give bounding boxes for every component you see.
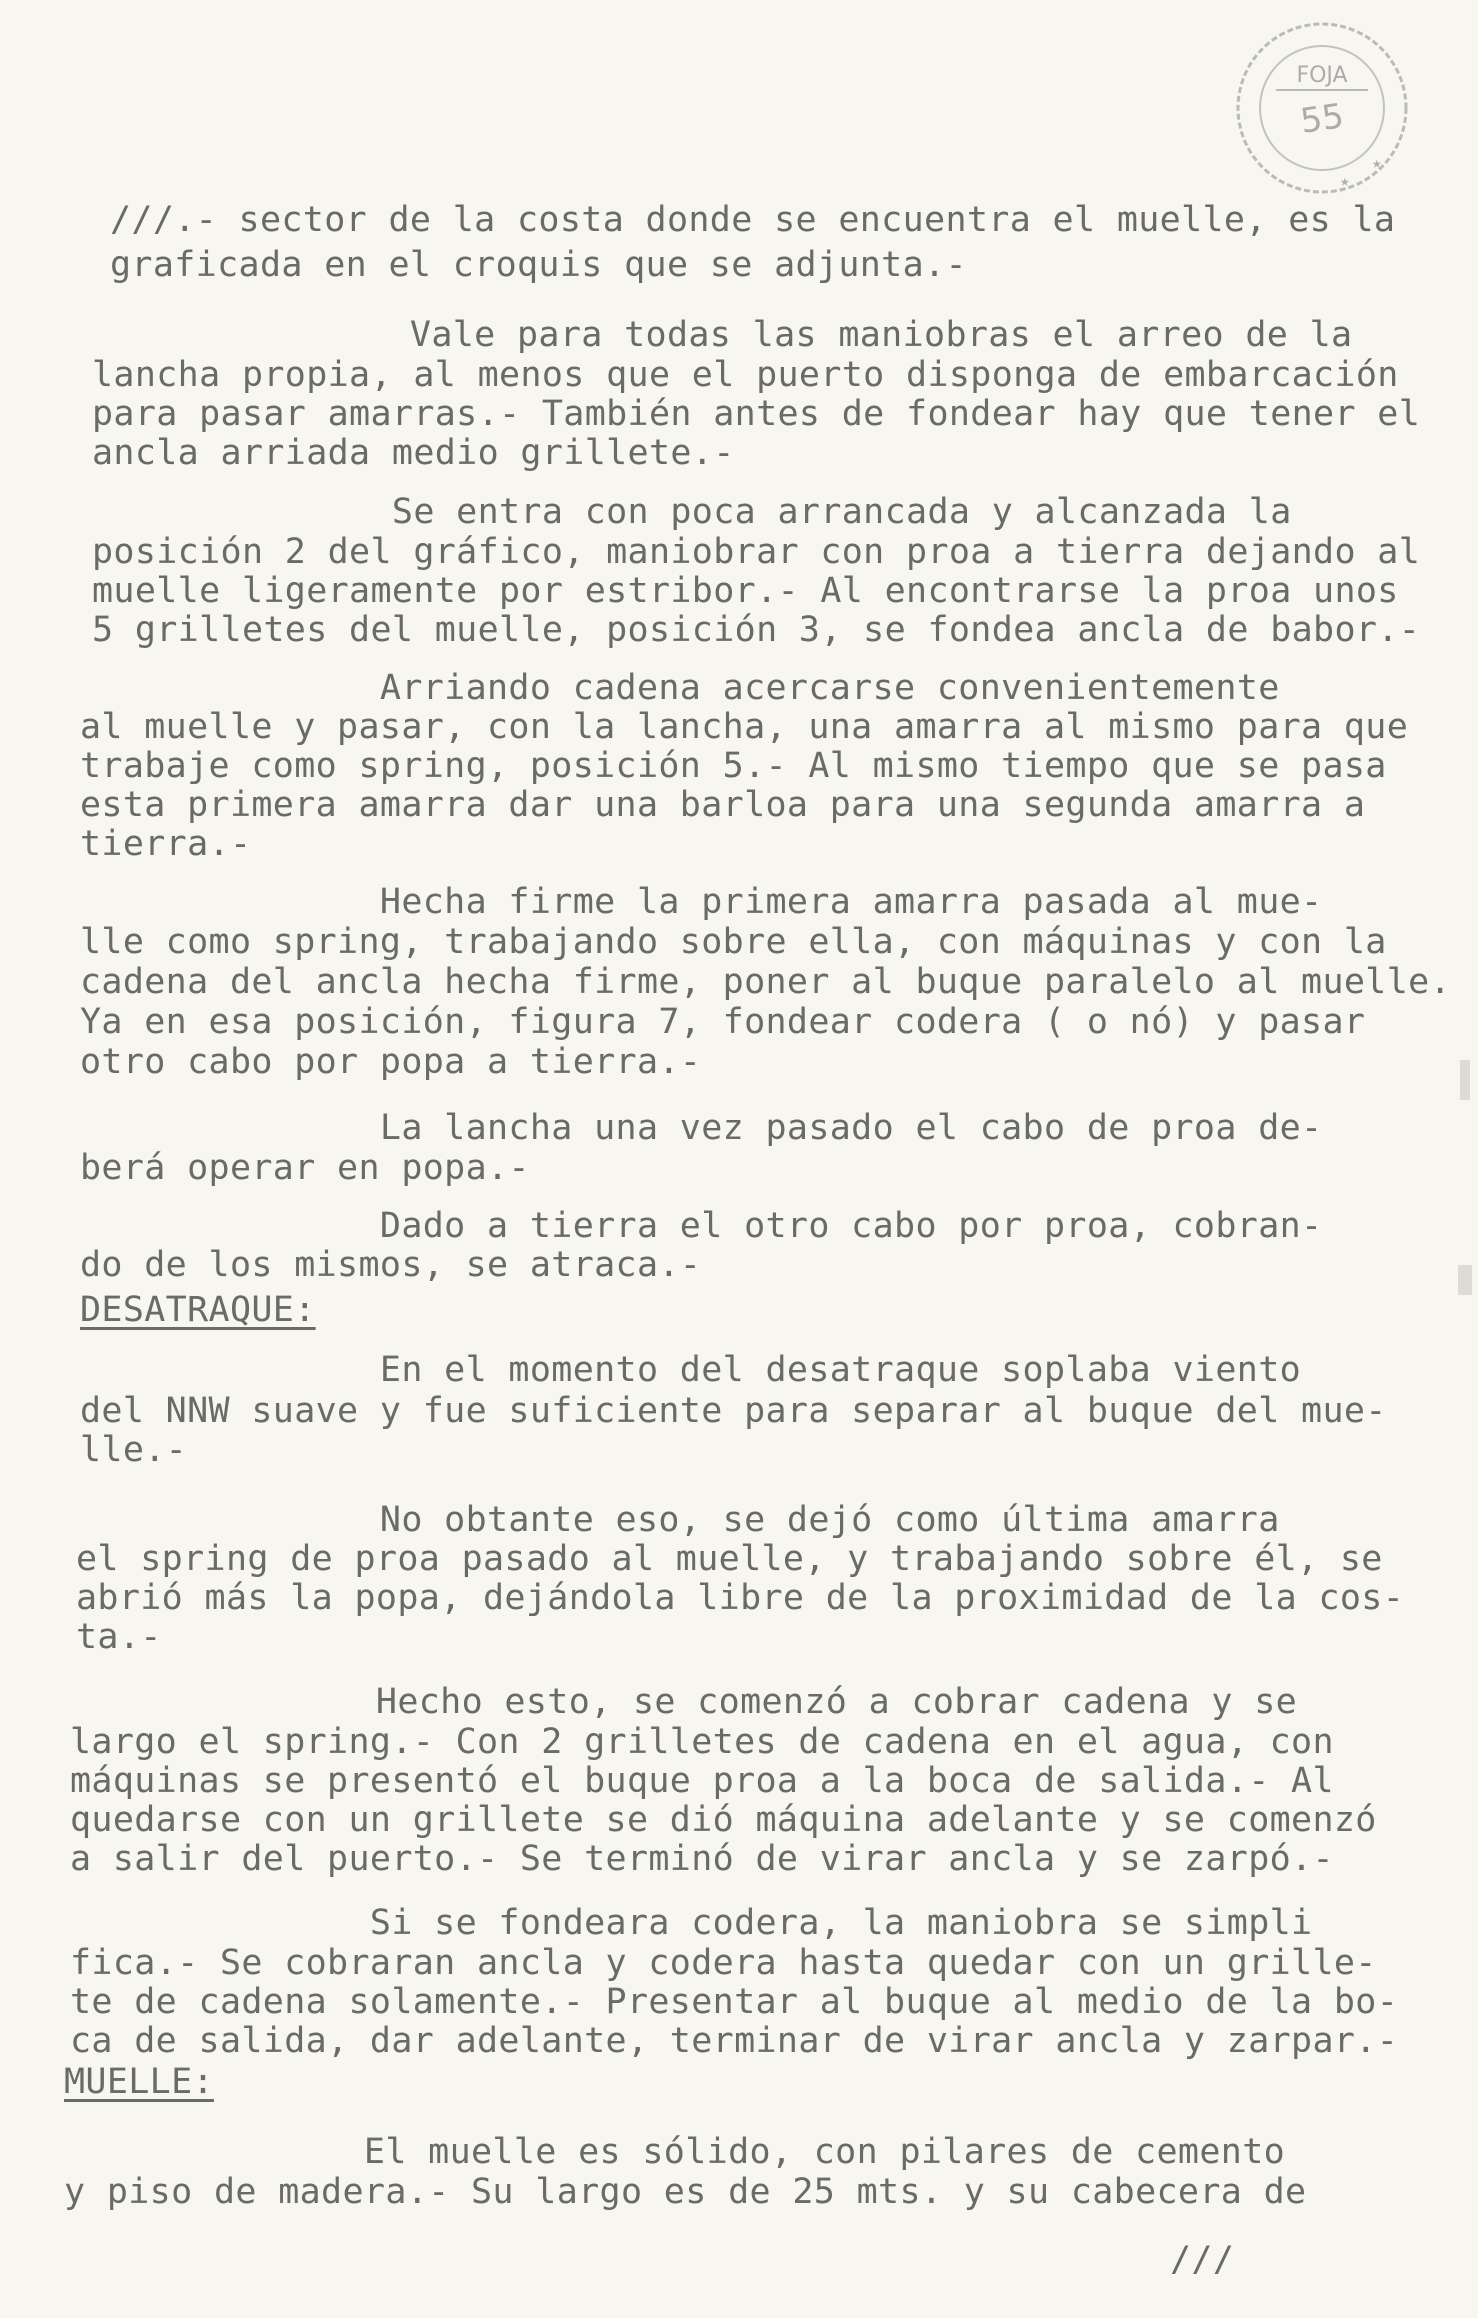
text-line: lle como spring, trabajando sobre ella, con máquinas y con la xyxy=(80,922,1387,962)
text-line: Hecho esto, se comenzó a cobrar cadena y se xyxy=(76,1682,1298,1722)
text-line: otro cabo por popa a tierra.- xyxy=(80,1042,702,1082)
text-line: Hecha firme la primera amarra pasada al mue- xyxy=(80,882,1323,922)
text-line: lle.- xyxy=(80,1430,188,1470)
text-line: trabaje como spring, posición 5.- Al mismo tiempo que se pasa xyxy=(80,746,1387,786)
scan-artifact xyxy=(1460,1060,1470,1100)
text-line: Vale para todas las maniobras el arreo de la xyxy=(110,315,1353,355)
text-line: Si se fondeara codera, la maniobra se simpli xyxy=(70,1903,1313,1943)
text-line: fica.- Se cobraran ancla y codera hasta quedar con un grille- xyxy=(70,1943,1377,1983)
text-line: En el momento del desatraque soplaba viento xyxy=(80,1350,1302,1390)
text-line: berá operar en popa.- xyxy=(80,1148,530,1188)
text-line: La lancha una vez pasado el cabo de proa de- xyxy=(80,1108,1323,1148)
text-line: abrió más la popa, dejándola libre de la proximidad de la cos- xyxy=(76,1578,1405,1618)
text-line: el spring de proa pasado al muelle, y trabajando sobre él, se xyxy=(76,1539,1383,1579)
text-line: quedarse con un grillete se dió máquina adelante y se comenzó xyxy=(70,1800,1377,1840)
text-line: esta primera amarra dar una barloa para una segunda amarra a xyxy=(80,785,1366,825)
scan-artifact xyxy=(1458,1265,1472,1295)
text-line: posición 2 del gráfico, maniobrar con proa a tierra dejando al xyxy=(92,532,1421,572)
text-line: tierra.- xyxy=(80,824,252,864)
stamp-number: 55 xyxy=(1297,96,1347,142)
svg-text:★: ★ xyxy=(1372,153,1382,172)
text-line: para pasar amarras.- También antes de fondear hay que tener el xyxy=(92,394,1421,434)
stamp-label: FOJA xyxy=(1296,63,1348,88)
text-line: El muelle es sólido, con pilares de cemento xyxy=(64,2132,1286,2172)
text-line: ///.- sector de la costa donde se encuentra el muelle, es la xyxy=(110,200,1396,240)
section-heading-desatraque: DESATRAQUE: xyxy=(80,1290,316,1330)
text-line: Ya en esa posición, figura 7, fondear codera ( o nó) y pasar xyxy=(80,1002,1366,1042)
text-line: a salir del puerto.- Se terminó de virar ancla y se zarpó.- xyxy=(70,1839,1334,1879)
text-line: muelle ligeramente por estribor.- Al encontrarse la proa unos xyxy=(92,571,1399,611)
text-line: ancla arriada medio grillete.- xyxy=(92,433,735,473)
text-line: ta.- xyxy=(76,1617,162,1657)
text-line: lancha propia, al menos que el puerto disponga de embarcación xyxy=(92,355,1399,395)
section-heading-muelle: MUELLE: xyxy=(64,2062,214,2102)
text-line: y piso de madera.- Su largo es de 25 mts. y su cabecera de xyxy=(64,2172,1307,2212)
foja-stamp-icon xyxy=(1232,18,1412,198)
text-line: graficada en el croquis que se adjunta.- xyxy=(110,245,967,285)
text-line: ca de salida, dar adelante, terminar de virar ancla y zarpar.- xyxy=(70,2021,1399,2061)
text-line: Se entra con poca arrancada y alcanzada la xyxy=(92,492,1292,532)
text-line: 5 grilletes del muelle, posición 3, se fondea ancla de babor.- xyxy=(92,610,1421,650)
text-line: do de los mismos, se atraca.- xyxy=(80,1245,702,1285)
text-line: al muelle y pasar, con la lancha, una amarra al mismo para que xyxy=(80,707,1409,747)
text-line: Dado a tierra el otro cabo por proa, cobran- xyxy=(80,1206,1323,1246)
text-line: No obtante eso, se dejó como última amarra xyxy=(80,1500,1280,1540)
continuation-mark: /// xyxy=(1170,2240,1235,2280)
text-line: del NNW suave y fue suficiente para separar al buque del mue- xyxy=(80,1391,1387,1431)
text-line: te de cadena solamente.- Presentar al buque al medio de la bo- xyxy=(70,1982,1399,2022)
text-line: largo el spring.- Con 2 grilletes de cadena en el agua, con xyxy=(70,1722,1334,1762)
text-line: Arriando cadena acercarse convenientemente xyxy=(80,668,1280,708)
text-line: cadena del ancla hecha firme, poner al buque paralelo al muelle. xyxy=(80,962,1451,1002)
svg-text:★: ★ xyxy=(1340,171,1350,190)
text-line: máquinas se presentó el buque proa a la boca de salida.- Al xyxy=(70,1761,1334,1801)
